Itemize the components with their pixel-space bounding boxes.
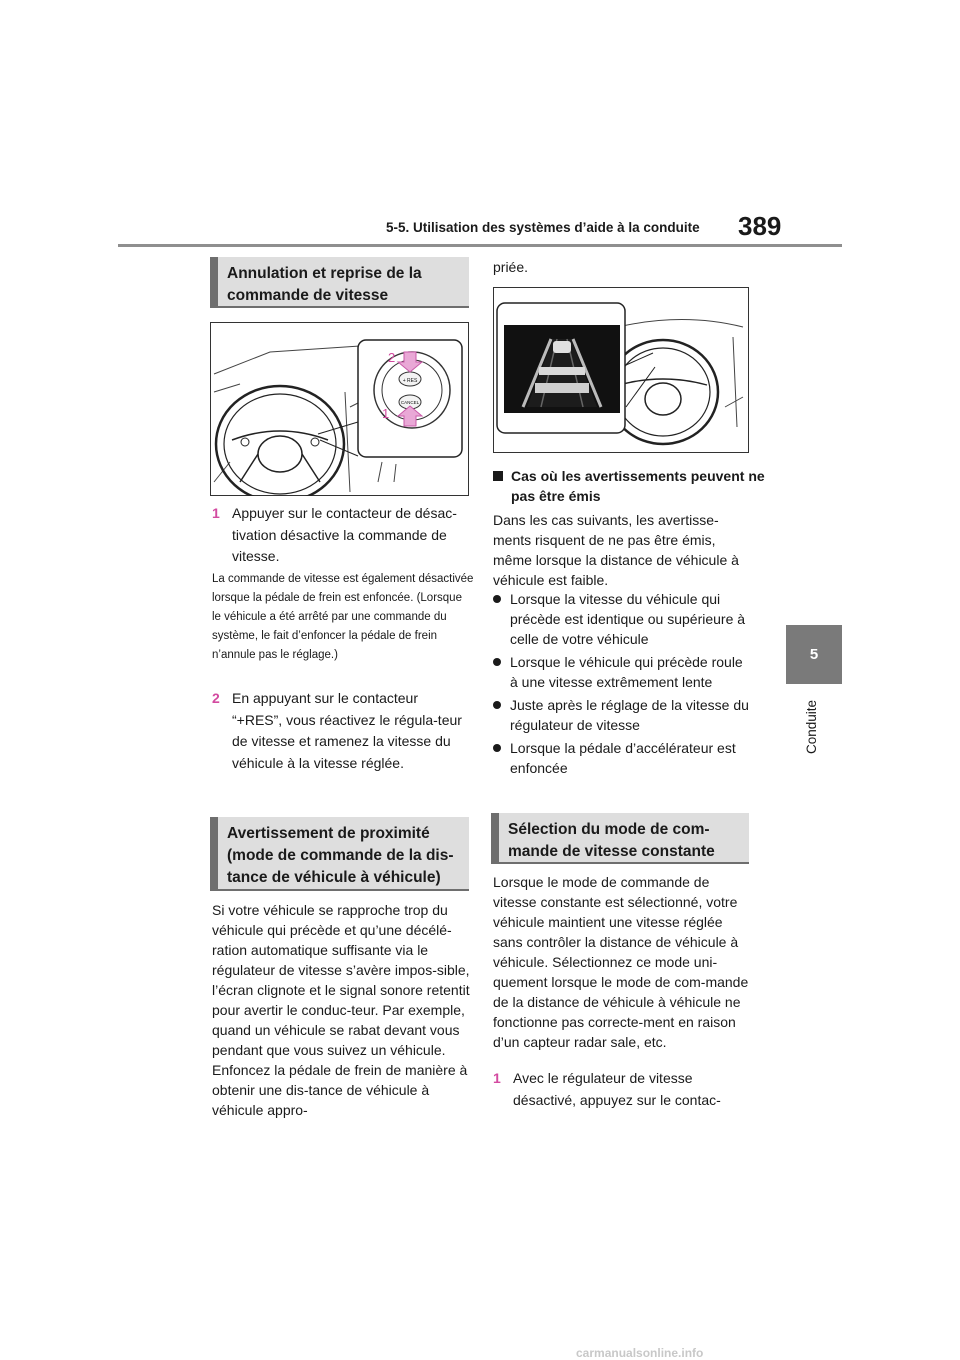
step-number: 2 bbox=[212, 690, 220, 706]
res-button-label: + RES bbox=[402, 378, 418, 384]
list-item: Lorsque le véhicule qui précède roule à une vitesse extrêmement lente bbox=[493, 652, 749, 692]
chapter-label: Conduite bbox=[804, 699, 819, 754]
header-rule bbox=[118, 244, 842, 247]
step-number: 1 bbox=[212, 505, 220, 521]
section-title-proximity-warning: Avertissement de proximité (mode de commande de la dis-tance de véhicule à véhicule) bbox=[210, 817, 469, 891]
watermark: carmanualsonline.info bbox=[576, 1346, 704, 1360]
step-2-left bbox=[212, 688, 470, 774]
chapter-tab bbox=[786, 625, 842, 684]
no-warning-intro: Dans les cas suivants, les avertisse-ments risquent de ne pas être émis, même lorsque la distance de véhicule à véhicule est faible. bbox=[493, 512, 739, 588]
list-item: Juste après le réglage de la vitesse du régulateur de vitesse bbox=[493, 695, 749, 735]
page-number: 389 bbox=[738, 211, 782, 241]
section-title-constant-speed: Sélection du mode de com-mande de vitesse constante bbox=[491, 813, 749, 864]
car-icon bbox=[553, 341, 571, 353]
chapter-number: 5 bbox=[809, 646, 819, 663]
callout-1: 1 bbox=[382, 406, 390, 421]
steering-switch-illustration bbox=[210, 322, 469, 496]
callout-2: 2 bbox=[388, 350, 396, 365]
constant-speed-body: Lorsque le mode de commande de vitesse constante est sélectionné, votre véhicule maintient une vitesse réglée sans contrôler la distance de véhicule à véhicule. Sélectionnez ce mode uni-quement lorsque le mode de com-mande de la distance de véhicule à véhicule ne fonctionne pas correcte-ment en raison d’un capteur radar sale, etc. bbox=[493, 874, 749, 1050]
step-number: 1 bbox=[493, 1070, 501, 1086]
step-1-left bbox=[212, 503, 474, 568]
chapter-label-wrap bbox=[790, 690, 840, 760]
cancel-button-label: CANCEL bbox=[400, 400, 420, 405]
proximity-display-illustration bbox=[493, 287, 749, 453]
step-text: En appuyant sur le contacteur “+RES”, vous réactivez le régula-teur de vitesse et ramenez la vitesse du véhicule à la vitesse réglée. bbox=[232, 690, 462, 771]
note-brake: La commande de vitesse est également désactivée lorsque la pédale de frein est enfoncée. (Lorsque le véhicule a été arrêté par une commande du système, le fait d’enfoncer la pédale de frein n’annule pas le réglage.) bbox=[212, 573, 474, 661]
step-text: Appuyer sur le contacteur de désac-tivation désactive la commande de vitesse. bbox=[232, 505, 457, 564]
continued-text: priée. bbox=[493, 259, 529, 275]
step-1-right bbox=[493, 1068, 749, 1111]
running-header-title: 5-5. Utilisation des systèmes d’aide à la conduite bbox=[386, 220, 700, 235]
list-item: Lorsque la pédale d’accélérateur est enfoncée bbox=[493, 738, 749, 778]
proximity-warning-body: Si votre véhicule se rapproche trop du véhicule qui précède et qu’une décélé-ration automatique suffisante via le régulateur de vitesse s’avère impos-sible, l’écran clignote et le signal sonore retentit pour avertir le conduc-teur. Par exemple, quand un véhicule se rabat devant vous pendant que vous suivez un véhicule. Enfoncez la pédale de frein de manière à obtenir une dis-tance de véhicule à véhicule appro- bbox=[212, 902, 470, 1118]
section-title-cancel-resume: Annulation et reprise de la commande de vitesse bbox=[210, 257, 469, 308]
list-item: Lorsque la vitesse du véhicule qui précède est identique ou supérieure à celle de votre véhicule bbox=[493, 589, 749, 649]
subhead-no-warning: Cas où les avertissements peuvent ne pas être émis bbox=[493, 466, 767, 506]
no-warning-list bbox=[493, 589, 749, 778]
figure-steering-switch bbox=[210, 322, 469, 496]
figure-proximity-display bbox=[493, 287, 749, 453]
step-text: Avec le régulateur de vitesse désactivé, appuyez sur le contac- bbox=[513, 1070, 721, 1108]
